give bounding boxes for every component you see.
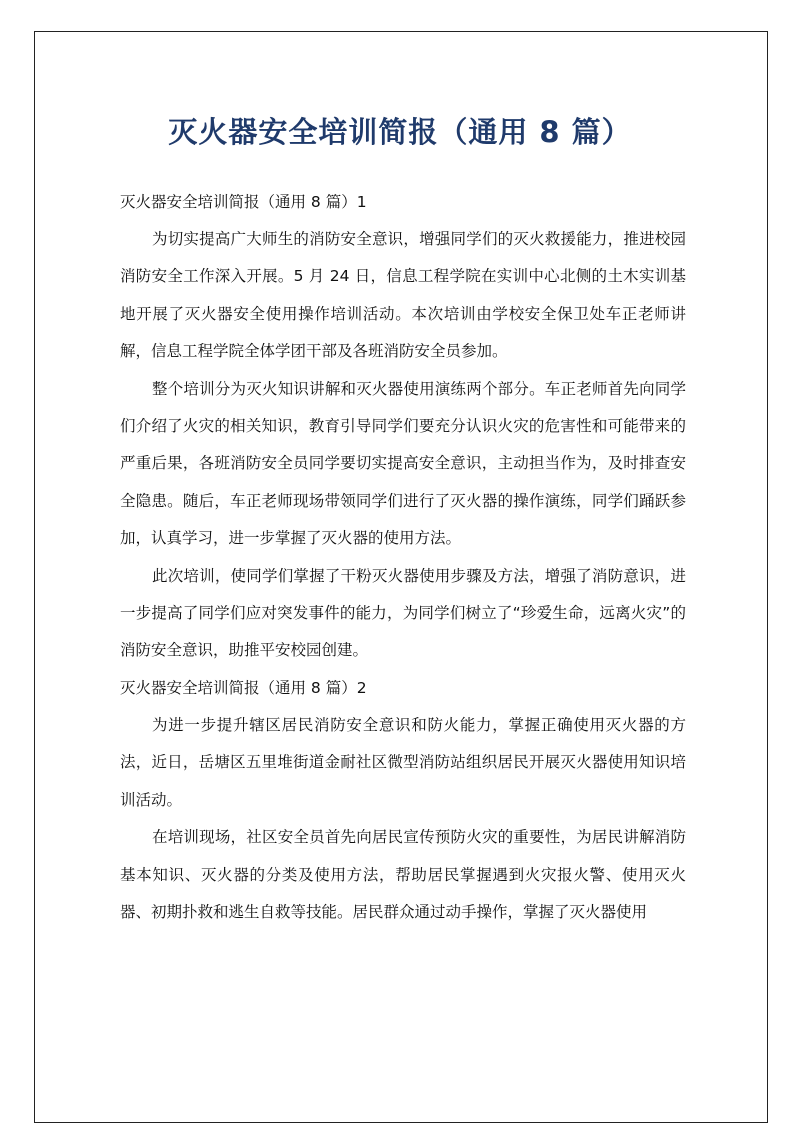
section-heading-2: 灭火器安全培训简报（通用 8 篇）2 [120, 678, 367, 697]
paragraph: 此次培训，使同学们掌握了干粉灭火器使用步骤及方法，增强了消防意识，进一步提高了同学们应对突发事件的能力，为同学们树立了“珍爱生命，远离火灾”的消防安全意识，助推平安校园创建。 [120, 566, 686, 660]
document-body [120, 184, 686, 931]
paragraph: 为进一步提升辖区居民消防安全意识和防火能力，掌握正确使用灭火器的方法，近日，岳塘区五里堆街道金耐社区微型消防站组织居民开展灭火器使用知识培训活动。 [120, 715, 686, 809]
paragraph: 为切实提高广大师生的消防安全意识，增强同学们的灭火救援能力，推进校园消防安全工作深入开展。5 月 24 日，信息工程学院在实训中心北侧的土木实训基地开展了灭火器安全使用操作培训活动。本次培训由学校安全保卫处车正老师讲解，信息工程学院全体学团干部及各班消防安全员参加。 [120, 230, 686, 361]
paragraph: 在培训现场，社区安全员首先向居民宣传预防火灾的重要性，为居民讲解消防基本知识、灭火器的分类及使用方法，帮助居民掌握遇到火灾报火警、使用灭火器、初期扑救和逃生自救等技能。居民群众通过动手操作，掌握了灭火器使用 [120, 828, 686, 921]
paragraph: 整个培训分为灭火知识讲解和灭火器使用演练两个部分。车正老师首先向同学们介绍了火灾的相关知识，教育引导同学们要充分认识火灾的危害性和可能带来的严重后果，各班消防安全员同学要切实提高安全意识，主动担当作为，及时排查安全隐患。随后，车正老师现场带领同学们进行了灭火器的操作演练，同学们踊跃参加，认真学习，进一步掌握了灭火器的使用方法。 [120, 379, 686, 548]
section-heading-1: 灭火器安全培训简报（通用 8 篇）1 [120, 193, 367, 211]
document-title: 灭火器安全培训简报（通用 8 篇） [168, 115, 632, 149]
